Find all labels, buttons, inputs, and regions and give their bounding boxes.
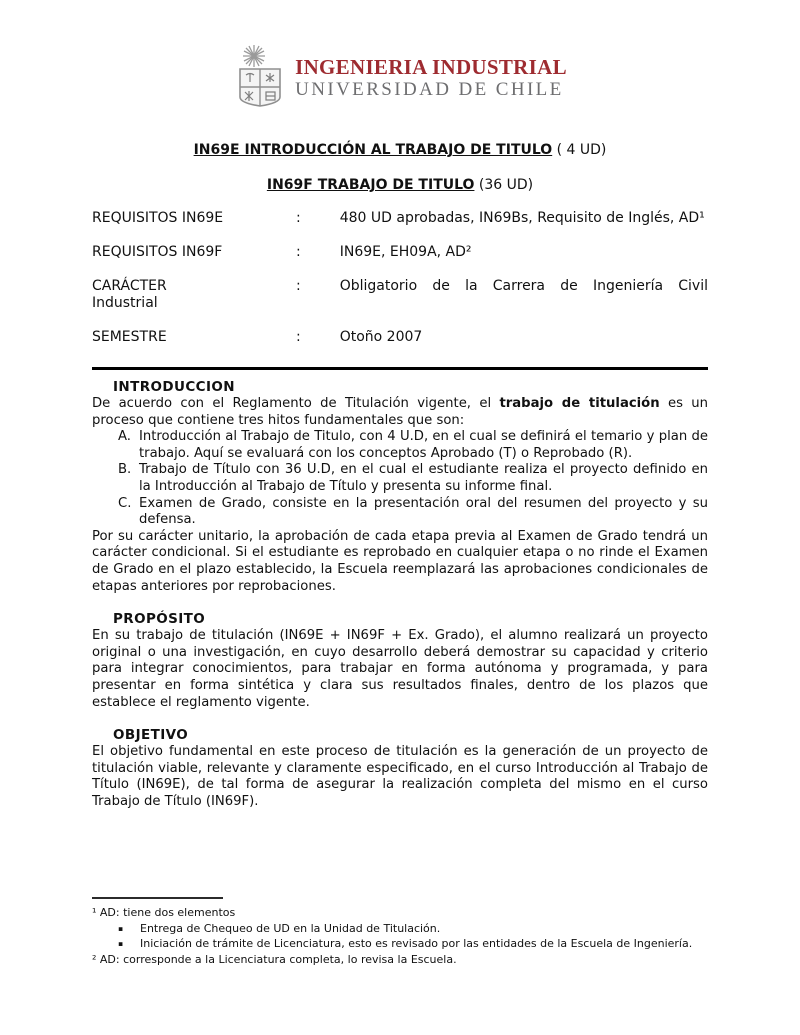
row-colon: : [296,244,301,260]
intro-text-post: es un proceso que contiene tres hitos fundamentales que son: [92,396,708,428]
course-title-in69f-name: IN69F TRABAJO DE TITULO [266,177,475,193]
list-item [92,429,708,462]
requisitos-in69e-label: REQUISITOS IN69E [92,210,224,226]
footnote-2: ² AD: corresponde a la Licenciatura completa, lo revisa la Escuela. [92,952,457,966]
course-info-block [92,210,708,346]
footnote-1-bullet-2-text: Iniciación de trámite de Licenciatura, esto es revisado por las entidades de la Escuela de Ingeniería. [140,937,693,950]
footnotes-area [92,897,708,967]
page-content [92,0,708,810]
list-marker-b: B. [118,462,132,478]
semestre-value: Otoño 2007 [339,329,423,345]
course-title-in69e [92,142,708,159]
row-colon: : [296,329,301,345]
intro-text-pre: De acuerdo con el Reglamento de Titulación vigente, el [92,396,500,411]
requisitos-in69e-value: 480 UD aprobadas, IN69Bs, Requisito de Inglés, AD¹ [339,210,705,226]
university-crest-icon [233,44,287,112]
course-title-in69e-name: IN69E INTRODUCCIÓN AL TRABAJO DE TITULO [193,142,553,158]
caracter-value: Obligatorio de la Carrera de Ingeniería Civil Industrial [92,278,708,311]
footnote-separator-rule [92,897,223,899]
square-bullet-icon: ▪ [118,939,124,948]
semestre-label: SEMESTRE [92,329,167,345]
caracter-label: CARÁCTER [92,278,167,294]
logo-department-name: INGENIERIA INDUSTRIAL [295,55,567,79]
list-item-c-text: Examen de Grado, consiste en la presentación oral del resumen del proyecto y su defensa. [139,495,708,528]
objetivo-paragraph: El objetivo fundamental en este proceso de titulación es la generación de un proyecto de titulación viable, relevante y claramente especificado, en el curso Introducción al Trabajo de Título (IN69E), de tal forma de asegurar la realización completa del mismo en el curso Trabajo de Título (IN69F). [92,744,708,809]
requisitos-in69f-value: IN69E, EH09A, AD² [339,244,472,260]
logo-text [295,56,567,100]
square-bullet-icon: ▪ [118,923,124,933]
footnote-1-bullet-1-text: Entrega de Chequeo de UD en la Unidad de Titulación. [140,921,441,935]
list-item [92,462,708,495]
list-marker-c: C. [118,495,132,511]
list-item-b-text: Trabajo de Título con 36 U.D, en el cual el estudiante realiza el proyecto definido en la Introducción al Trabajo de Título y presenta su informe final. [139,462,708,494]
hitos-list [92,429,708,529]
proposito-paragraph: En su trabajo de titulación (IN69E + IN69F + Ex. Grado), el alumno realizará un proyecto original o una investigación, en cuyo desarrollo deberá demostrar su capacidad y criterio para integrar conocimientos, para trabajar en forma autónoma y programada, y para presentar en forma sintética y clara sus resultados finales, dentro de los plazos que establece el reglamento vigente. [92,628,708,710]
introduccion-paragraph-1 [92,396,708,429]
proposito-heading: PROPÓSITO [113,611,206,628]
requisitos-in69f-row [92,244,708,261]
requisitos-in69f-label: REQUISITOS IN69F [92,244,223,260]
row-colon: : [296,278,301,294]
footnote-1: ¹ AD: tiene dos elementos [92,906,236,919]
university-logo [92,44,708,112]
caracter-row [92,278,708,312]
course-title-in69f-credits: (36 UD) [474,177,534,193]
course-title-in69e-credits: ( 4 UD) [552,142,607,158]
introduccion-paragraph-2: Por su carácter unitario, la aprobación de cada etapa previa al Examen de Grado tendrá un carácter condicional. Si el estudiante es reprobado en cualquier etapa o no rinde el Examen de Grado en el plazo establecido, la Escuela reemplazará las aprobaciones condicionales de etapas anteriores por reprobaciones. [92,528,708,594]
semestre-row [92,329,708,346]
section-divider-rule [92,367,708,370]
objetivo-heading: OBJETIVO [113,727,189,744]
requisitos-in69e-row [92,210,708,227]
footnote-1-bullet-1 [92,921,708,937]
footnote-1-bullet-2 [92,936,708,952]
list-marker-a: A. [118,429,131,445]
list-item-a-text: Introducción al Trabajo de Titulo, con 4 U.D, en el cual se definirá el temario y plan de trabajo. Aquí se evaluará con los conceptos Aprobado (T) o Reprobado (R). [139,429,708,461]
row-colon: : [296,210,301,226]
intro-text-bold: trabajo de titulación [499,396,660,411]
introduccion-heading: INTRODUCCION [113,379,235,395]
course-title-in69f [92,177,708,194]
list-item [92,496,708,529]
logo-university-name: UNIVERSIDAD DE CHILE [295,79,564,100]
